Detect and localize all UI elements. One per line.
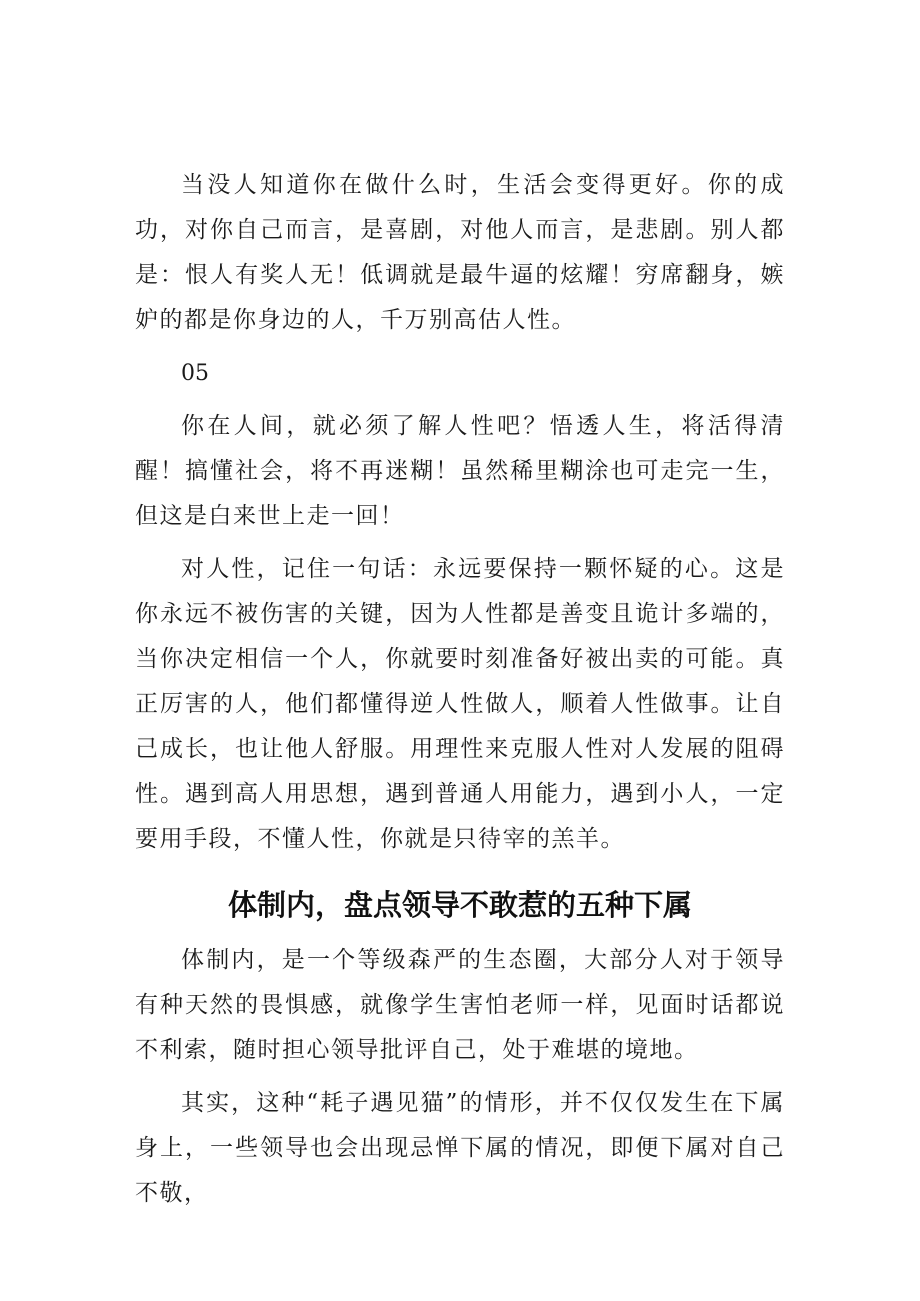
paragraph-mouse-meets-cat: 其实，这种“耗子遇见猫”的情形，并不仅仅发生在下属身上，一些领导也会出现忌惮下属的情况，即便下属对自己不敬， (135, 1090, 785, 1206)
paragraph-hierarchy: 体制内，是一个等级森严的生态圈，大部分人对于领导有种天然的畏惧感，就像学生害怕老师一样，见面时话都说不利索，随时担心领导批评自己，处于难堪的境地。 (135, 947, 785, 1063)
article-heading: 体制内，盘点领导不敢惹的五种下属 (227, 888, 692, 922)
paragraph-understand-human-nature: 你在人间，就必须了解人性吧？悟透人生，将活得清醒！搞懂社会，将不再迷糊！虽然稀里糊涂也可走完一生，但这是白来世上走一回！ (135, 413, 785, 529)
document-body (135, 163, 785, 1224)
paragraph-success-envy: 当没人知道你在做什么时，生活会变得更好。你的成功，对你自己而言，是喜剧，对他人而言，是悲剧。别人都是：恨人有奖人无！低调就是最牛逼的炫耀！穷席翻身，嫉妒的都是你身边的人，千万别高估人性。 (135, 172, 785, 333)
section-number: 05 (181, 361, 209, 386)
paragraph-remember-one-sentence: 对人性，记住一句话：永远要保持一颗怀疑的心。这是你永远不被伤害的关键，因为人性都是善变且诡计多端的，当你决定相信一个人，你就要时刻准备好被出卖的可能。真正厉害的人，他们都懂得逆人性做人，顺着人性做事。让自己成长，也让他人舒服。用理性来克服人性对人发展的阻碍性。遇到高人用思想，遇到普通人用能力，遇到小人，一定要用手段，不懂人性，你就是只待宰的羔羊。 (135, 556, 785, 852)
